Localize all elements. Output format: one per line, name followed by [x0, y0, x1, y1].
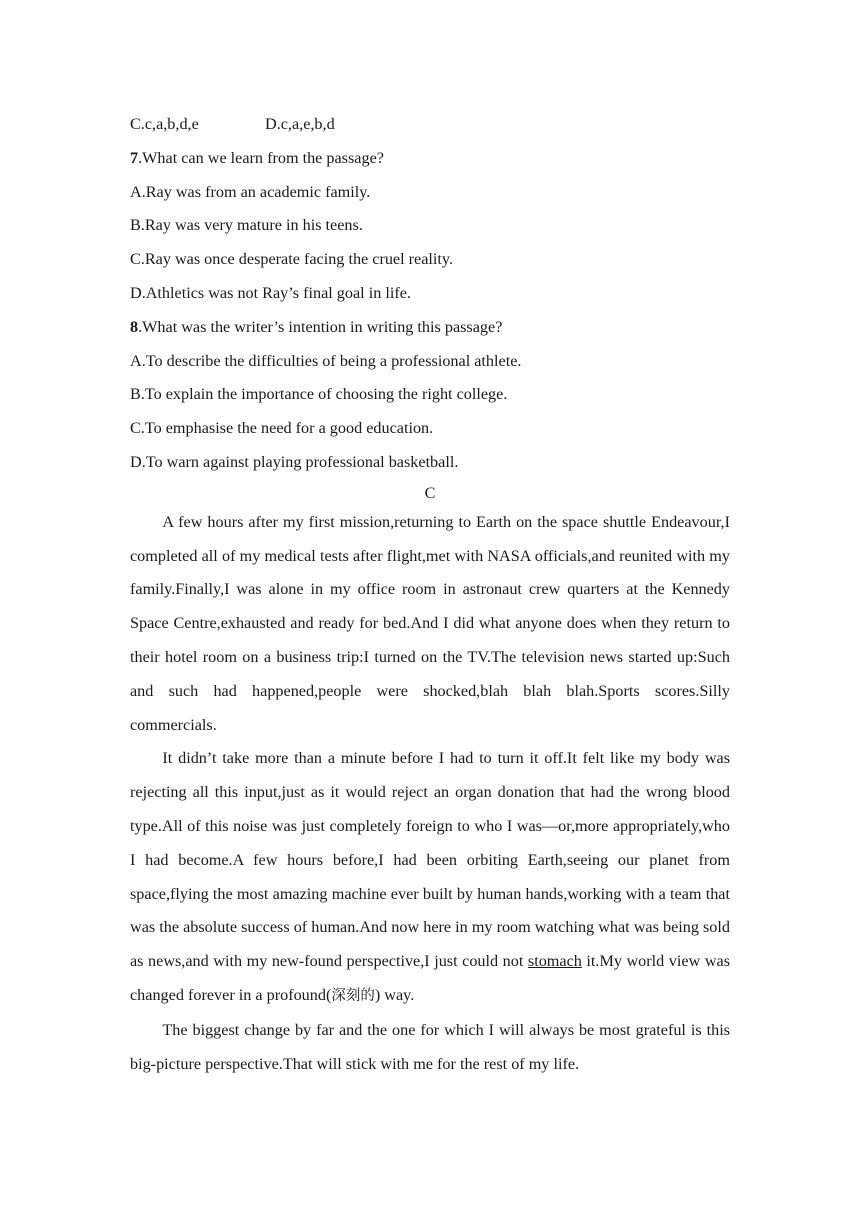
paragraph-1: A few hours after my first mission,returning to Earth on the space shuttle Endeavour,I completed all of my medical tests after flight,met with NASA officials,and reunited with my family.Finally,I was alone in my office room in astronaut crew quarters at the Kennedy Space Centre,exhausted and ready for bed.And I did what anyone does when they return to their hotel room on a business trip:I turned on the TV.The television news started up:Such and such had happened,people were shocked,blah blah blah.Sports scores.Silly commercials. [130, 512, 730, 734]
paragraph-2-text-cont: it.My world view was changed forever in a profound( [130, 952, 730, 1004]
option-c: C.To emphasise the need for a good education. [130, 419, 434, 438]
previous-question-options [130, 108, 730, 142]
option-c: C.Ray was once desperate facing the cruel reality. [130, 250, 454, 269]
question-number: 8 [130, 317, 139, 336]
document-page [130, 108, 730, 1081]
reading-passage [130, 506, 730, 1082]
underlined-word: stomach [527, 952, 582, 971]
paragraph-3: The biggest change by far and the one for which I will always be most grateful is this big-picture perspective.That will stick with me for the rest of my life. [130, 1020, 730, 1073]
question-7 [130, 142, 730, 311]
question-text: .What can we learn from the passage? [138, 148, 384, 167]
option-a: A.To describe the difficulties of being a professional athlete. [130, 351, 522, 370]
question-number: 7 [130, 148, 139, 167]
option-b: B.To explain the importance of choosing the right college. [130, 385, 508, 404]
chinese-gloss: 深刻的 [331, 987, 375, 1004]
question-stem [130, 311, 730, 345]
question-text: .What was the writer’s intention in writing this passage? [138, 317, 503, 336]
question-stem [130, 142, 730, 176]
option-a: A.Ray was from an academic family. [130, 182, 371, 201]
option-d: D.Athletics was not Ray’s final goal in life. [130, 283, 411, 302]
question-8 [130, 311, 730, 480]
option-c: C.c,a,b,d,e [130, 115, 199, 133]
option-b: B.Ray was very mature in his teens. [130, 216, 363, 235]
paragraph-2-end: ) way. [374, 985, 415, 1004]
paragraph-2-text: It didn’t take more than a minute before I had to turn it off.It felt like my body was rejecting all this input,just as it would reject an organ donation that had the wrong blood type.All of this noise was just completely foreign to who I was—or,more appropriately,who I had become.A few hours before,I had been orbiting Earth,seeing our planet from space,flying the most amazing machine ever built by human hands,working with a team that was the absolute success of human.And now here in my room watching what was being sold as news,and with my new-found perspective,I just could not [130, 749, 730, 971]
section-heading: C [424, 483, 436, 502]
paragraph-2 [130, 742, 730, 1013]
option-d: D.c,a,e,b,d [265, 115, 335, 133]
option-d: D.To warn against playing professional basketball. [130, 452, 459, 471]
